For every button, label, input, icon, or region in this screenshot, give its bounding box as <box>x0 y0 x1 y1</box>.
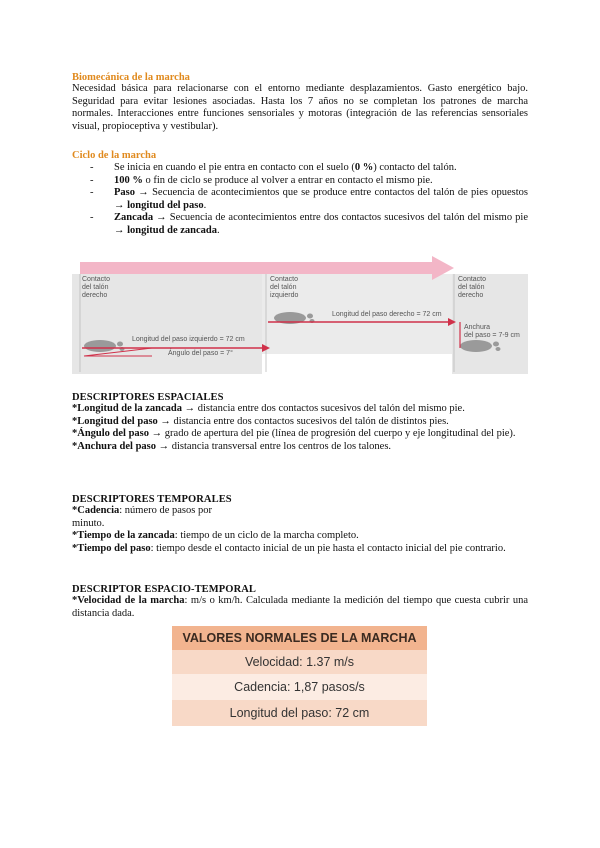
bullet-dash: - <box>90 187 94 199</box>
valores-table <box>172 626 427 726</box>
valores-table-row: Velocidad: 1.37 m/s <box>172 650 427 674</box>
ciclo-item-text: Se inicia en cuando el pie entra en contacto con el suelo (0 %) contacto del talón. <box>114 162 457 173</box>
velocidad-line: *Velocidad de la marcha: m/s o km/h. Calculada mediante la medición del tiempo que cuesta cubrir una distancia dada. <box>72 595 529 619</box>
ciclo-section <box>72 150 528 238</box>
espaciales-item: *Anchura del paso → distancia transversal entre los centros de los talones. <box>72 440 392 452</box>
ciclo-item <box>72 175 528 188</box>
heel-contact-right-label: Contacto del talón derecho <box>82 276 111 299</box>
biomecanica-paragraph: Necesidad básica para relacionarse con el entorno mediante desplazamientos. Gasto energético bajo. Seguridad para evitar lesiones asociadas. Hasta los 7 años no se completan los patrones de marcha normales. Interacciones entre funciones sensoriales y motoras (integración de las referencias sensoriales visual, propioceptiva y vestibular). <box>72 83 528 132</box>
espaciales-item: *Longitud del paso → distancia entre dos contactos sucesivos del talón de distintos pies. <box>72 415 449 427</box>
cadencia-line-cont: minuto. <box>72 517 105 529</box>
ciclo-item-text: Zancada → Secuencia de acontecimientos entre dos contactos sucesivos del talón del mismo pie → longitud de zancada. <box>114 212 528 236</box>
gait-diagram <box>72 248 528 374</box>
angle-label: Ángulo del paso = 7° <box>168 350 233 357</box>
biomecanica-section <box>72 72 528 133</box>
step-right-label: Longitud del paso derecho = 72 cm <box>332 311 442 318</box>
ciclo-title: Ciclo de la marcha <box>72 150 157 161</box>
bullet-dash: - <box>90 162 94 173</box>
valores-table-row: Cadencia: 1,87 pasos/s <box>172 674 427 700</box>
espaciales-title: DESCRIPTORES ESPACIALES <box>72 392 224 403</box>
width-label: Anchura del paso = 7-9 cm <box>464 324 520 339</box>
espacio-temporal-section <box>72 584 528 620</box>
ciclo-item-text: 100 % o fin de ciclo se produce al volver a entrar en contacto el mismo pie. <box>114 174 433 186</box>
heel-contact-right-label: Contacto del talón derecho <box>458 276 487 299</box>
tiempo-paso-line: *Tiempo del paso: tiempo desde el contacto inicial de un pie hasta el contacto inicial del pie contrario. <box>72 542 506 554</box>
espaciales-item: *Ángulo del paso → grado de apertura del pie (línea de progresión del cuerpo y eje longitudinal del pie). <box>72 428 516 440</box>
temporales-section <box>72 494 528 555</box>
ciclo-item-text: Paso → Secuencia de acontecimientos que se produce entre contactos del talón de pies opuestos → longitud del paso. <box>114 187 528 211</box>
valores-table-row: Longitud del paso: 72 cm <box>172 700 427 726</box>
step-left-label: Longitud del paso izquierdo = 72 cm <box>132 336 245 343</box>
ciclo-item <box>72 162 528 175</box>
biomecanica-title: Biomecánica de la marcha <box>72 72 190 83</box>
heel-contact-left-label: Contacto del talón izquierdo <box>270 276 299 299</box>
espacio-temporal-title: DESCRIPTOR ESPACIO-TEMPORAL <box>72 584 257 595</box>
temporales-title: DESCRIPTORES TEMPORALES <box>72 494 232 505</box>
bullet-dash: - <box>90 212 94 224</box>
espaciales-section <box>72 392 528 453</box>
valores-table-header: VALORES NORMALES DE LA MARCHA <box>172 626 427 650</box>
cadencia-line: *Cadencia: número de pasos por <box>72 505 212 516</box>
bullet-dash: - <box>90 174 94 186</box>
tiempo-zancada-line: *Tiempo de la zancada: tiempo de un ciclo de la marcha completo. <box>72 530 359 542</box>
ciclo-item <box>72 187 528 212</box>
espaciales-item: *Longitud de la zancada → distancia entre dos contactos sucesivos del talón del mismo pie. <box>72 403 465 414</box>
stride-label: Longitud de zancada = 144 cm <box>284 248 380 255</box>
ciclo-item <box>72 212 528 237</box>
